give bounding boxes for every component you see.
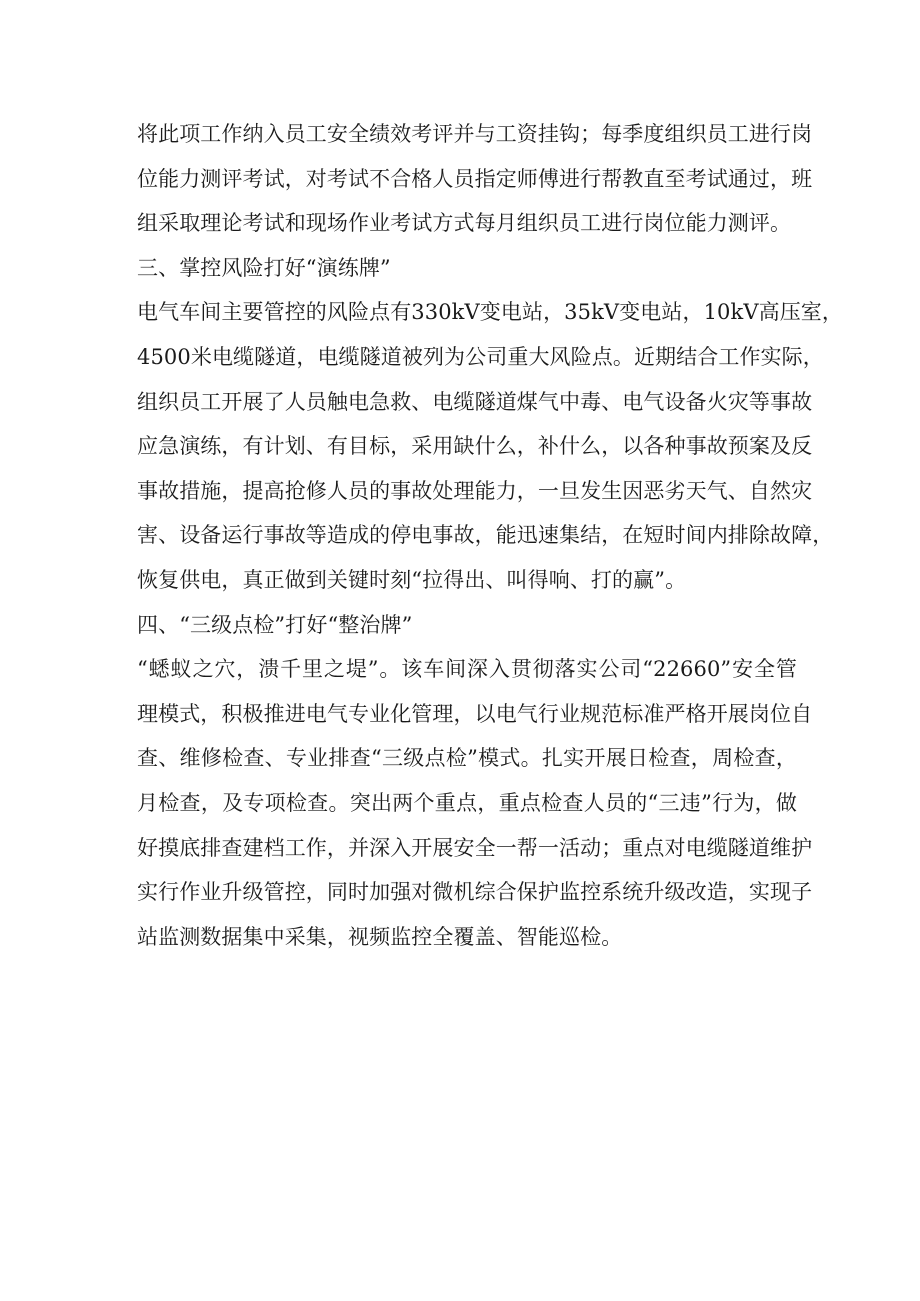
paragraph-line: 站监测数据集中采集，视频监控全覆盖、智能巡检。 <box>137 924 623 949</box>
paragraph-line: 恢复供电，真正做到关键时刻“拉得出、叫得响、打的赢”。 <box>137 567 687 592</box>
paragraph-line: 月检查，及专项检查。突出两个重点，重点检查人员的“三违”行为，做 <box>137 790 797 815</box>
section-heading-3: 三、掌控风险打好“演练牌” <box>137 255 391 280</box>
paragraph-line: “蟋蚁之穴，溃千里之堤”。该车间深入贯彻落实公司“22660”安全管 <box>137 657 797 682</box>
paragraph-line: 4500米电缆隧道，电缆隧道被列为公司重大风险点。近期结合工作实际， <box>137 344 824 369</box>
paragraph-line: 害、设备运行事故等造成的停电事故，能迅速集结，在短时间内排除故障， <box>137 523 834 548</box>
paragraph-line: 理模式，积极推进电气专业化管理，以电气行业规范标准严格开展岗位自 <box>137 701 813 726</box>
section-heading-4: 四、“三级点检”打好“整治牌” <box>137 612 413 637</box>
paragraph-line: 将此项工作纳入员工安全绩效考评并与工资挂钩；每季度组织员工进行岗 <box>137 122 813 146</box>
paragraph-line: 应急演练，有计划、有目标，采用缺什么，补什么，以各种事故预案及反 <box>137 434 813 459</box>
paragraph-line: 查、维修检查、专业排查“三级点检”模式。扎实开展日检查，周检查， <box>137 746 797 771</box>
paragraph-line: 位能力测评考试，对考试不合格人员指定师傅进行帮教直至考试通过，班 <box>137 166 813 191</box>
paragraph-line: 好摸底排查建档工作，并深入开展安全一帮一活动；重点对电缆隧道维护 <box>137 835 813 860</box>
paragraph-line: 事故措施，提高抢修人员的事故处理能力，一旦发生因恶劣天气、自然灾 <box>137 478 813 503</box>
document-body <box>137 112 843 959</box>
paragraph-line: 组织员工开展了人员触电急救、电缆隧道煤气中毒、电气设备火灾等事故 <box>137 389 813 414</box>
paragraph-line: 组采取理论考试和现场作业考试方式每月组织员工进行岗位能力测评。 <box>137 211 792 236</box>
paragraph-line: 电气车间主要管控的风险点有330kV变电站，35kV变电站，10kV高压室， <box>137 300 843 325</box>
paragraph-line: 实行作业升级管控，同时加强对微机综合保护监控系统升级改造，实现子 <box>137 880 813 905</box>
